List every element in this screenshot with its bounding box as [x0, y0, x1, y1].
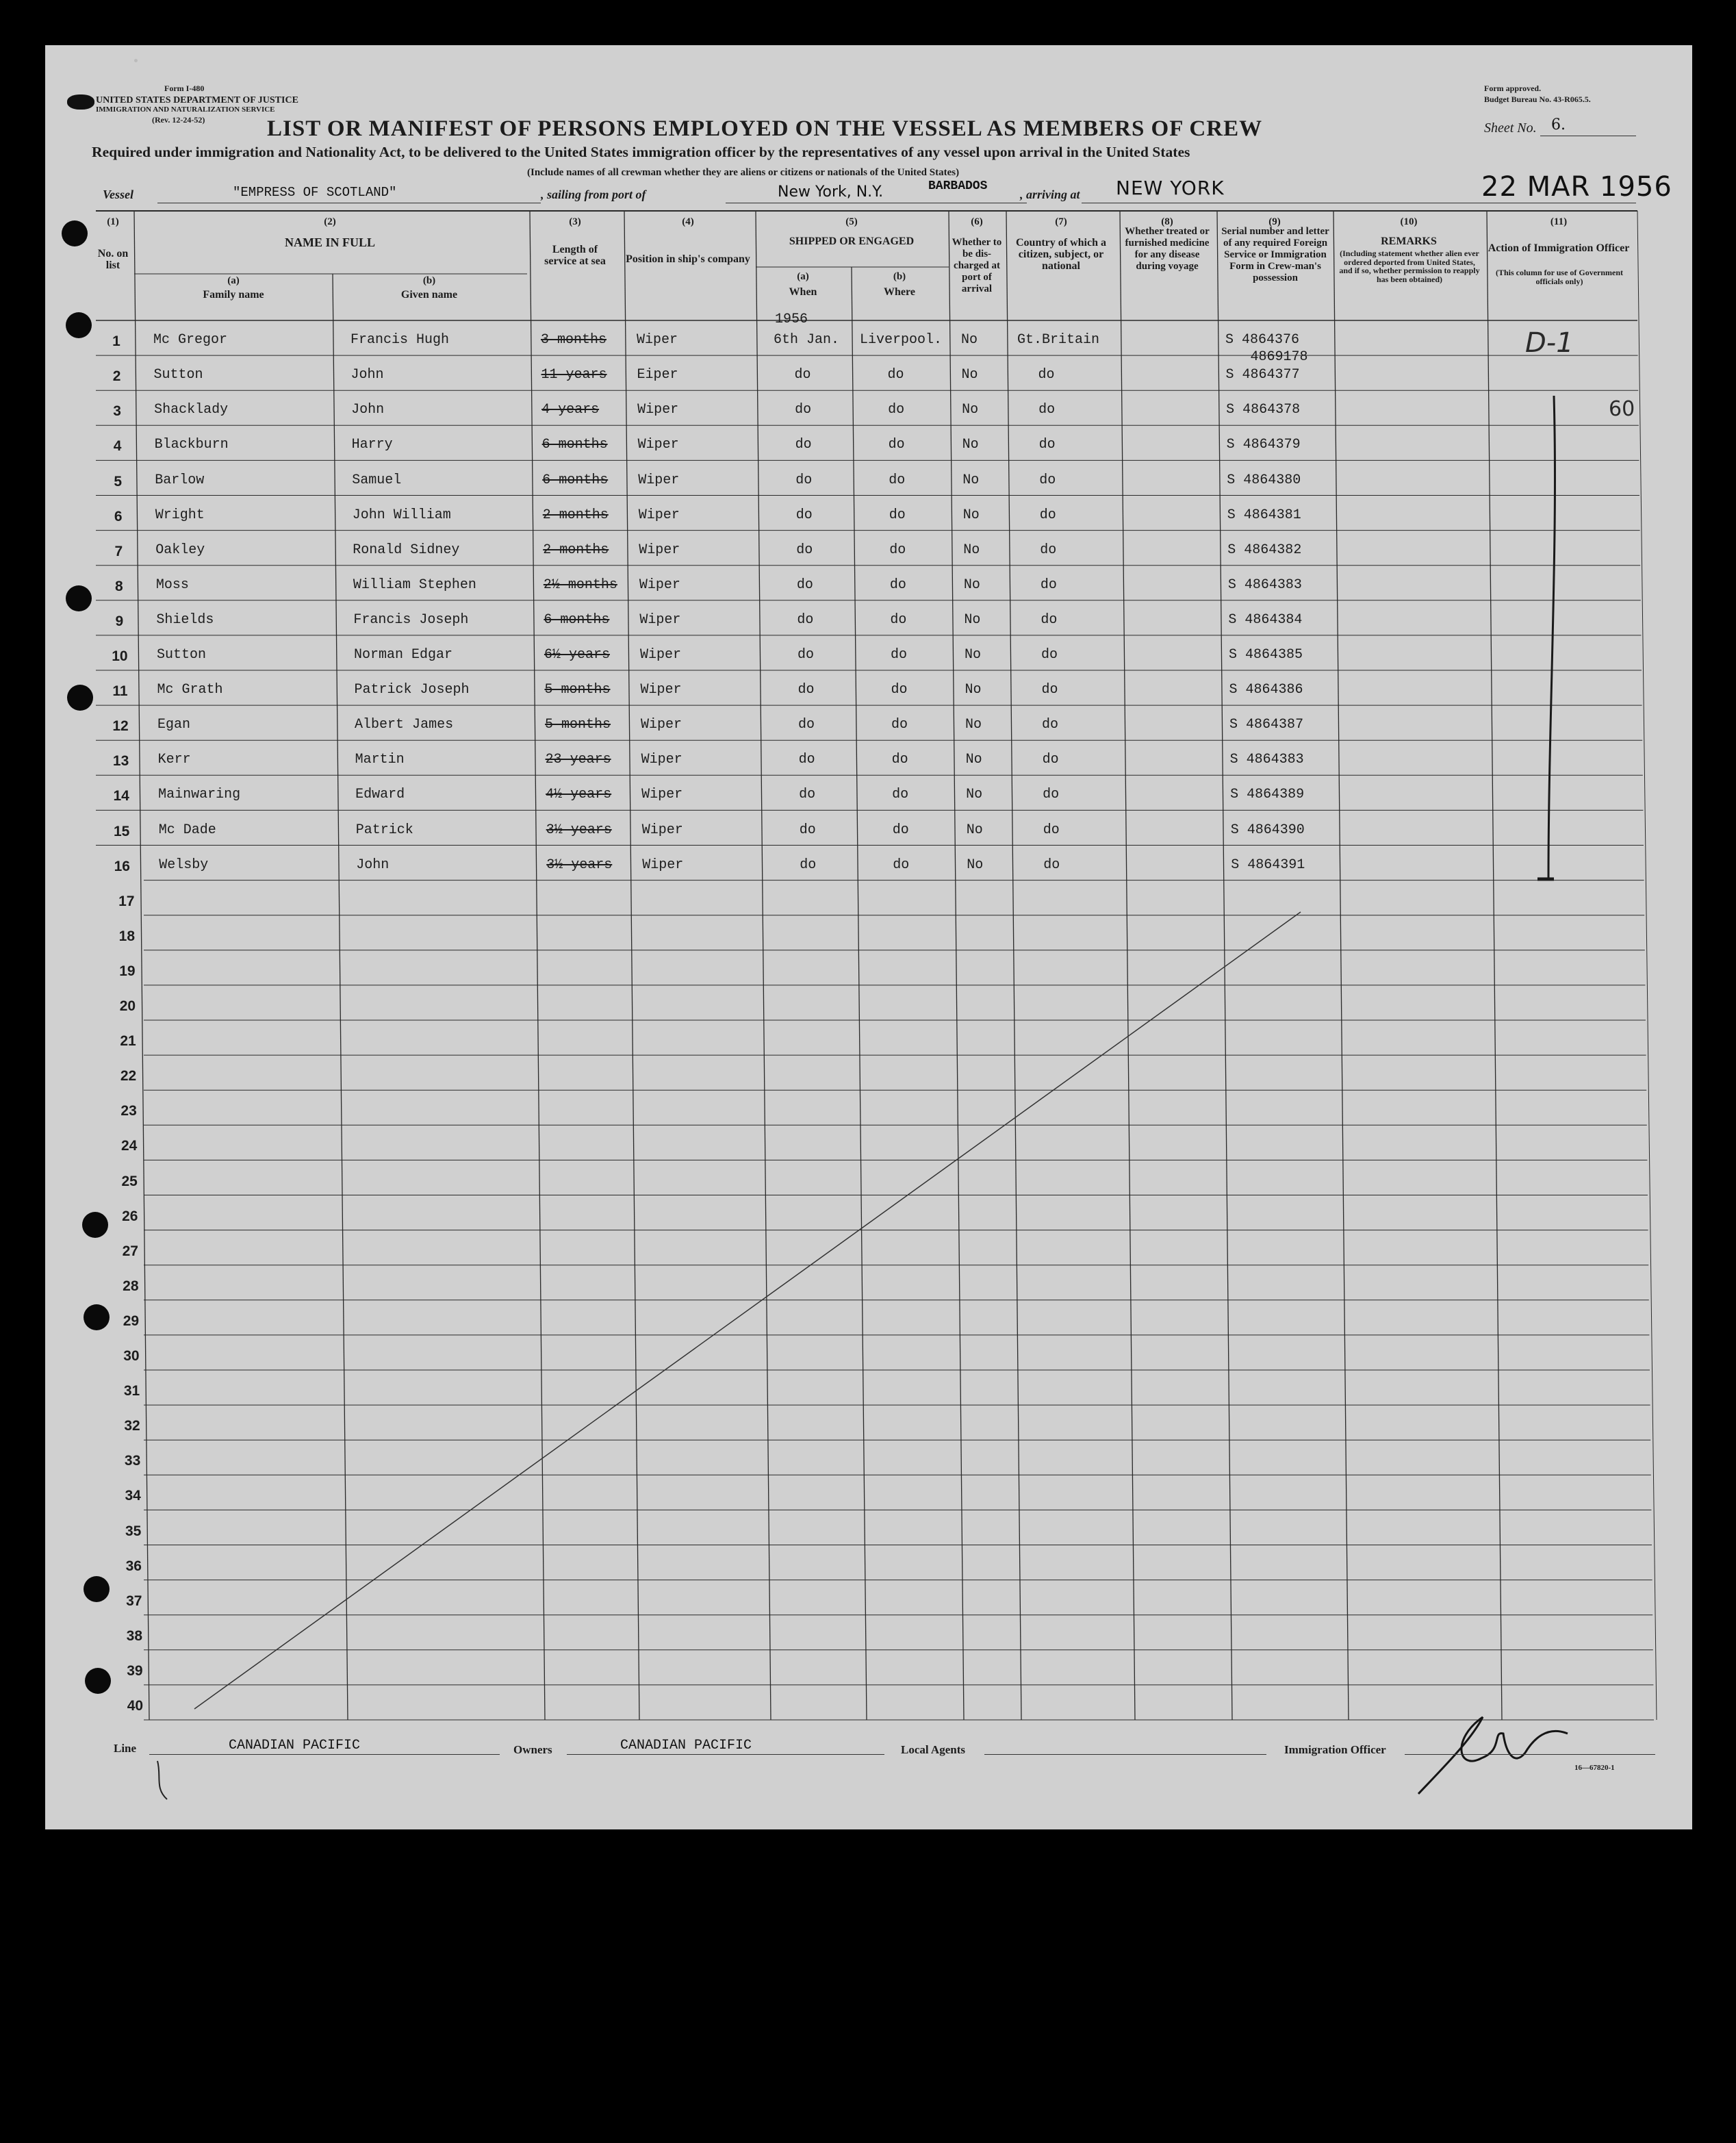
- ship-position: Wiper: [641, 822, 683, 838]
- engaged-where: do: [888, 437, 905, 453]
- given-name: Albert James: [355, 717, 454, 733]
- cancel-diagonal-line: [194, 912, 1301, 1709]
- row-number: 36: [125, 1558, 142, 1574]
- engaged-where: do: [890, 647, 907, 663]
- discharge-status: No: [965, 682, 982, 698]
- form-approved: Form approved.: [1484, 84, 1542, 93]
- crew-note: (Include names of all crewman whether they are aliens or citizens or nationals of the United States): [527, 167, 960, 178]
- col10-header: REMARKS: [1381, 236, 1437, 247]
- citizenship-country: do: [1043, 787, 1060, 803]
- row-number: 13: [112, 753, 129, 770]
- row-number: 23: [120, 1103, 137, 1119]
- row-number: 16: [114, 858, 130, 874]
- col11-header: Action of Immigration Officer: [1488, 242, 1630, 254]
- action-code: D-1: [1525, 327, 1574, 359]
- service-length: 2 months: [542, 507, 609, 523]
- service-length: 3 months: [541, 332, 607, 348]
- row-number: 40: [127, 1698, 144, 1714]
- serial-number: S 4864380: [1227, 472, 1301, 488]
- ship-position: Wiper: [639, 647, 681, 663]
- ship-position: Wiper: [639, 542, 680, 558]
- service-length: 2 months: [543, 542, 609, 558]
- engaged-where: do: [889, 472, 906, 488]
- engaged-when: do: [799, 822, 816, 838]
- discharge-status: No: [961, 332, 978, 348]
- ship-position: Wiper: [641, 787, 683, 803]
- citizenship-country: do: [1040, 576, 1057, 593]
- engaged-when: do: [795, 507, 813, 523]
- ship-position: Wiper: [641, 752, 682, 768]
- service-length: 6 months: [544, 611, 610, 628]
- discharge-status: No: [966, 822, 983, 838]
- serial-number: S 4864377: [1225, 367, 1300, 383]
- given-name: Patrick Joseph: [354, 682, 470, 698]
- print-code: 16—67820-1: [1574, 1764, 1615, 1772]
- col5a-letter: (a): [797, 271, 809, 282]
- family-name: Moss: [155, 576, 189, 593]
- service-length: 6 months: [542, 472, 609, 488]
- service-length: 6½ years: [544, 647, 610, 663]
- row-number: 12: [112, 718, 129, 735]
- serial-number: S 4864383: [1229, 752, 1304, 768]
- col5b-header: Where: [884, 286, 915, 298]
- ship-position: Wiper: [638, 472, 680, 488]
- col2-header: NAME IN FULL: [284, 236, 375, 249]
- discharge-status: No: [964, 647, 981, 663]
- page-title: LIST OR MANIFEST OF PERSONS EMPLOYED ON THE VESSEL AS MEMBERS OF CREW: [267, 116, 1263, 141]
- serial-correction: 4869178: [1250, 349, 1308, 366]
- given-name: Samuel: [352, 472, 402, 488]
- row-number: 31: [123, 1383, 140, 1399]
- row-number: 1: [112, 333, 120, 350]
- family-name: Mc Gregor: [153, 332, 228, 348]
- engaged-when: do: [795, 402, 812, 418]
- row-number: 19: [119, 963, 136, 979]
- sailing-label: , sailing from port of: [541, 188, 646, 201]
- engaged-where: do: [889, 507, 906, 523]
- col3-number: (3): [569, 216, 581, 227]
- row-number: 18: [118, 928, 136, 944]
- engaged-where: do: [888, 402, 905, 418]
- row-number: 9: [115, 613, 124, 629]
- col3-header: Length of service at sea: [544, 244, 606, 267]
- engaged-when: do: [797, 611, 814, 628]
- serial-number: S 4864376: [1225, 332, 1300, 348]
- discharge-status: No: [962, 507, 980, 523]
- citizenship-country: do: [1042, 717, 1059, 733]
- engaged-when: do: [798, 752, 815, 768]
- given-name: Patrick: [355, 822, 413, 838]
- col9-header: Serial number and letter of any required Foreign Service or Immigration Form in Crew-man's possession: [1221, 226, 1329, 283]
- family-name: Shacklady: [154, 402, 229, 418]
- serial-number: S 4864381: [1227, 507, 1301, 523]
- form-number: Form I-480: [164, 84, 205, 93]
- serial-number: S 4864378: [1226, 402, 1301, 418]
- serial-number: S 4864386: [1229, 682, 1303, 698]
- given-name: John: [351, 402, 385, 418]
- serial-number: S 4864385: [1228, 647, 1303, 663]
- row-number: 4: [113, 438, 122, 455]
- row-number: 21: [120, 1033, 136, 1050]
- col6-number: (6): [971, 216, 983, 227]
- row-number: 20: [119, 998, 136, 1014]
- port-to: NEW YORK: [1116, 177, 1225, 199]
- line-value: CANADIAN PACIFIC: [229, 1738, 361, 1753]
- family-name: Barlow: [155, 472, 205, 488]
- given-name: Harry: [351, 437, 393, 453]
- engaged-when: do: [797, 682, 815, 698]
- citizenship-country: Gt.Britain: [1017, 332, 1100, 348]
- row-number: 35: [125, 1523, 142, 1539]
- row-number: 29: [123, 1313, 140, 1329]
- col5-header: SHIPPED OR ENGAGED: [789, 236, 915, 247]
- service-length: 5 months: [545, 717, 611, 733]
- given-name: William Stephen: [353, 576, 476, 593]
- discharge-status: No: [963, 576, 980, 593]
- given-name: John: [356, 857, 390, 873]
- given-name: Francis Joseph: [353, 611, 469, 628]
- citizenship-country: do: [1038, 402, 1056, 418]
- serial-number: S 4864379: [1226, 437, 1301, 453]
- engaged-where: do: [892, 822, 909, 838]
- row-number: 10: [112, 648, 128, 664]
- col2a-letter: (a): [227, 275, 240, 286]
- col8-number: (8): [1161, 216, 1173, 227]
- service-length: 6 months: [541, 437, 608, 453]
- given-name: Norman Edgar: [353, 647, 452, 663]
- ship-position: Wiper: [637, 437, 679, 453]
- engaged-where: do: [891, 752, 908, 768]
- col5b-letter: (b): [893, 271, 906, 282]
- owners-label: Owners: [513, 1743, 552, 1756]
- officer-label: Immigration Officer: [1284, 1743, 1386, 1756]
- col10-number: (10): [1400, 216, 1418, 227]
- row-number: 8: [115, 578, 123, 594]
- citizenship-country: do: [1040, 542, 1057, 558]
- discharge-status: No: [965, 717, 982, 733]
- sheet-label: Sheet No.: [1484, 121, 1537, 136]
- row-number: 7: [114, 543, 123, 559]
- engaged-where: Liverpool.: [860, 332, 943, 348]
- service-length: 11 years: [541, 367, 607, 383]
- ship-position: Eiper: [637, 367, 678, 383]
- engaged-where: do: [890, 611, 907, 628]
- row-number: 11: [112, 683, 128, 700]
- engaged-when: do: [797, 647, 814, 663]
- row-number: 6: [114, 508, 123, 524]
- engaged-where: do: [892, 787, 909, 803]
- col6-header: Whether to be dis-charged at port of arrival: [952, 237, 1002, 294]
- ship-position: Wiper: [637, 402, 679, 418]
- family-name: Blackburn: [154, 437, 229, 453]
- citizenship-country: do: [1038, 367, 1055, 383]
- vessel-name: "EMPRESS OF SCOTLAND": [233, 185, 397, 200]
- service-length: 23 years: [545, 752, 611, 768]
- col1-number: (1): [107, 216, 119, 227]
- citizenship-country: do: [1039, 507, 1056, 523]
- form-revision: (Rev. 12-24-52): [152, 115, 205, 125]
- col7-number: (7): [1055, 216, 1067, 227]
- col2a-header: Family name: [203, 289, 264, 301]
- col2-number: (2): [324, 216, 336, 227]
- serial-number: S 4864382: [1227, 542, 1302, 558]
- service-length: 4½ years: [546, 787, 612, 803]
- citizenship-country: do: [1043, 822, 1060, 838]
- date-stamp: 22 MAR 1956: [1481, 171, 1672, 203]
- family-name: Kerr: [157, 752, 191, 768]
- agents-label: Local Agents: [901, 1743, 965, 1756]
- row-number: 34: [125, 1488, 141, 1504]
- given-name: Martin: [355, 752, 405, 768]
- given-name: John William: [352, 507, 451, 523]
- engaged-where: do: [887, 367, 904, 383]
- ship-position: Wiper: [638, 507, 680, 523]
- engaged-when: 6th Jan.: [774, 332, 840, 348]
- col4-header: Position in ship's company: [626, 253, 750, 265]
- row-number: 26: [122, 1208, 138, 1224]
- serial-number: S 4864387: [1229, 717, 1304, 733]
- engaged-when: do: [794, 367, 811, 383]
- discharge-status: No: [962, 437, 979, 453]
- ship-position: Wiper: [642, 857, 684, 873]
- family-name: Mainwaring: [158, 787, 241, 803]
- arriving-label: , arriving at: [1020, 188, 1080, 201]
- given-name: John: [350, 367, 384, 383]
- family-name: Mc Grath: [157, 682, 223, 698]
- ship-position: Wiper: [639, 576, 680, 593]
- col11-note: (This column for use of Government officials only): [1495, 268, 1624, 286]
- serial-number: S 4864389: [1230, 787, 1305, 803]
- row-number: 25: [121, 1173, 138, 1189]
- engaged-where: do: [889, 576, 906, 593]
- discharge-status: No: [961, 367, 978, 383]
- ship-position: Wiper: [639, 611, 681, 628]
- given-name: Edward: [355, 787, 405, 803]
- service-length: 2½ months: [543, 576, 617, 593]
- row-number: 37: [126, 1593, 142, 1609]
- row-number: 15: [114, 823, 130, 839]
- family-name: Mc Dade: [158, 822, 216, 838]
- family-name: Egan: [157, 717, 191, 733]
- family-name: Sutton: [153, 367, 203, 383]
- citizenship-country: do: [1041, 682, 1058, 698]
- col2b-letter: (b): [422, 275, 436, 286]
- row-number: 30: [123, 1348, 140, 1364]
- engaged-where: do: [891, 717, 908, 733]
- row-number: 24: [120, 1138, 138, 1154]
- family-name: Wright: [155, 507, 205, 523]
- row-number: 38: [126, 1627, 143, 1644]
- row-number: 39: [127, 1662, 143, 1679]
- engaged-where: do: [891, 682, 908, 698]
- serial-number: S 4864384: [1228, 611, 1303, 628]
- citizenship-country: do: [1043, 857, 1060, 873]
- col7-header: Country of which a citizen, subject, or national: [1015, 237, 1106, 272]
- citizenship-country: do: [1039, 472, 1056, 488]
- discharge-status: No: [962, 402, 979, 418]
- citizenship-country: do: [1042, 752, 1059, 768]
- serial-number: S 4864390: [1230, 822, 1305, 838]
- engaged-when: do: [800, 857, 817, 873]
- discharge-status: No: [964, 611, 981, 628]
- engaged-when: do: [799, 787, 816, 803]
- family-name: Oakley: [155, 542, 205, 558]
- sheet-number: 6.: [1551, 116, 1566, 134]
- service-length: 4 years: [541, 402, 600, 418]
- count-note: 60: [1609, 397, 1635, 421]
- discharge-status: No: [966, 787, 983, 803]
- row-number: 22: [120, 1068, 137, 1085]
- discharge-status: No: [967, 857, 984, 873]
- col9-number: (9): [1268, 216, 1281, 227]
- row-number: 17: [118, 893, 135, 909]
- engaged-when: do: [796, 576, 813, 593]
- engaged-where: do: [889, 542, 906, 558]
- col11-number: (11): [1550, 216, 1568, 227]
- engaged-when: do: [798, 717, 815, 733]
- col5a-header: When: [789, 286, 817, 298]
- given-name: Francis Hugh: [350, 332, 450, 348]
- budget-bureau: Budget Bureau No. 43-R065.5.: [1484, 94, 1591, 104]
- owners-value: CANADIAN PACIFIC: [620, 1738, 752, 1753]
- discharge-status: No: [962, 472, 980, 488]
- row-number: 3: [113, 403, 121, 420]
- line-label: Line: [114, 1742, 137, 1755]
- page-subtitle: Required under immigration and Nationality Act, to be delivered to the United States immigration officer by the representatives of any vessel upon arrival in the United States: [92, 144, 1190, 160]
- engaged-year: 1956: [775, 312, 808, 328]
- discharge-status: No: [963, 542, 980, 558]
- col4-number: (4): [682, 216, 694, 227]
- col10-note: (Including statement whether alien ever ordered deported from United States, and if so, whether permission to reapply has been obtained): [1339, 249, 1480, 284]
- officer-signature: [1418, 1717, 1568, 1794]
- row-number: 32: [124, 1418, 140, 1434]
- given-name: Ronald Sidney: [353, 542, 460, 558]
- ship-position: Wiper: [637, 332, 678, 348]
- service-length: 3½ years: [546, 822, 612, 838]
- row-number: 5: [114, 473, 123, 490]
- serial-number: S 4864391: [1231, 857, 1305, 873]
- port-via: BARBADOS: [928, 179, 988, 193]
- row-number: 33: [124, 1453, 141, 1469]
- row-number: 28: [123, 1278, 139, 1294]
- agency-name: UNITED STATES DEPARTMENT OF JUSTICE: [96, 95, 298, 105]
- row-number: 2: [112, 368, 121, 385]
- port-from: New York, N.Y.: [778, 183, 884, 201]
- col5-number: (5): [845, 216, 858, 227]
- col1-header: No. on list: [97, 248, 129, 271]
- col2b-header: Given name: [400, 289, 458, 301]
- service-length: 5 months: [544, 682, 611, 698]
- family-name: Sutton: [156, 647, 206, 663]
- engaged-when: do: [795, 472, 813, 488]
- family-name: Shields: [156, 611, 214, 628]
- discharge-status: No: [965, 752, 982, 768]
- vessel-label: Vessel: [103, 188, 133, 201]
- engaged-when: do: [796, 542, 813, 558]
- citizenship-country: do: [1038, 437, 1056, 453]
- family-name: Welsby: [159, 857, 209, 873]
- service-length: 3½ years: [546, 857, 613, 873]
- citizenship-country: do: [1041, 647, 1058, 663]
- agency-service: IMMIGRATION AND NATURALIZATION SERVICE: [96, 105, 275, 114]
- col8-header: Whether treated or furnished medicine for any disease during voyage: [1125, 226, 1210, 272]
- engaged-when: do: [795, 437, 812, 453]
- engaged-where: do: [893, 857, 910, 873]
- citizenship-country: do: [1041, 611, 1058, 628]
- ship-position: Wiper: [640, 682, 682, 698]
- serial-number: S 4864383: [1227, 576, 1302, 593]
- row-number: 14: [113, 788, 129, 804]
- ship-position: Wiper: [641, 717, 682, 733]
- row-number: 27: [122, 1243, 138, 1259]
